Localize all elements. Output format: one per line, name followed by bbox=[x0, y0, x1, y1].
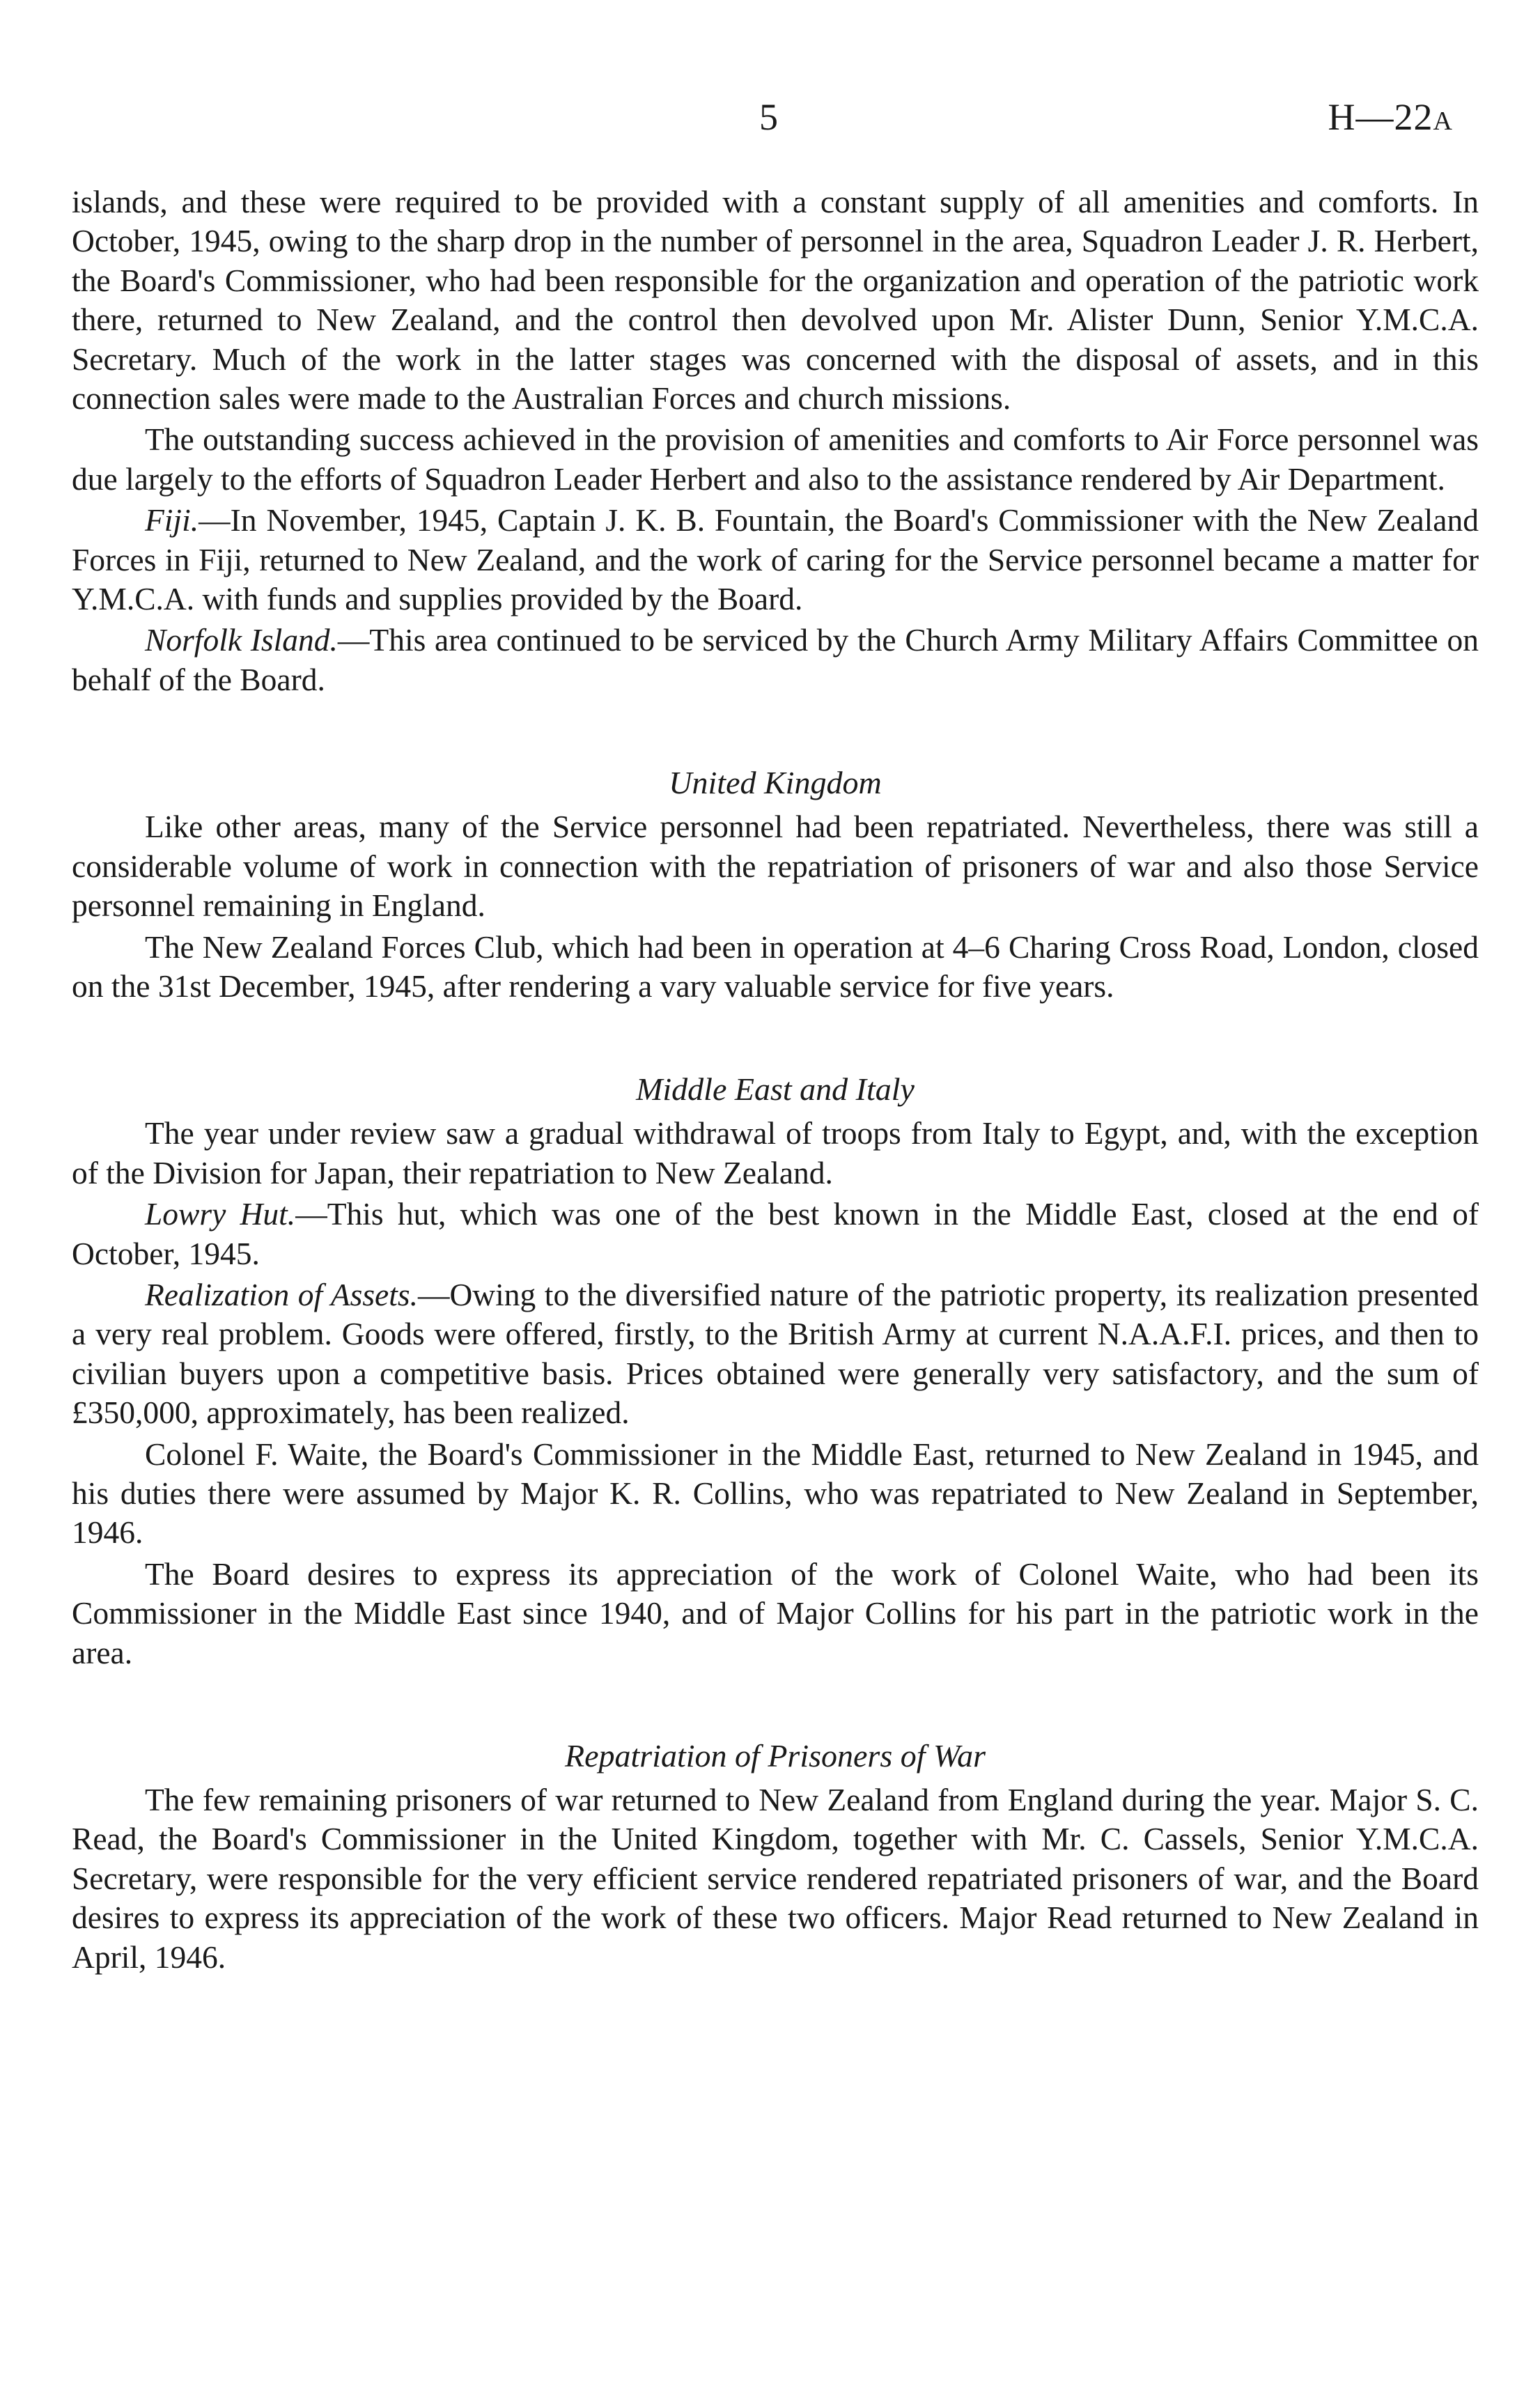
paragraph-air-force-success: The outstanding success achieved in the provision of amenities and comforts to Air Force personnel was due largely to the efforts of Squadron Leader Herbert and also to the assistance rendered by Air Department. bbox=[72, 421, 1479, 497]
paragraph-forces-club: The New Zealand Forces Club, which had been in operation at 4–6 Charing Cross Road, London, closed on the 31st December, 1945, after rendering a vary valuable service for five years. bbox=[72, 929, 1479, 1004]
paragraph-colonel-waite: Colonel F. Waite, the Board's Commissioner in the Middle East, returned to New Zealand in 1945, and his duties there were assumed by Major K. R. Collins, who was repatriated to New Zealand in September, 1946. bbox=[72, 1436, 1479, 1551]
heading-middle-east-italy: Middle East and Italy bbox=[636, 1071, 915, 1108]
document-reference bbox=[1328, 89, 1453, 149]
document-body bbox=[72, 183, 1479, 1979]
lowry-lead: Lowry Hut. bbox=[145, 1196, 296, 1232]
paragraph-lowry-hut bbox=[72, 1195, 1479, 1273]
paragraph-board-appreciation: The Board desires to express its appreciation of the work of Colonel Waite, who had been its Commissioner in the Middle East since 1940, and of Major Collins for his part in the patriotic work in the area. bbox=[72, 1555, 1479, 1670]
document-reference-main: H—22 bbox=[1328, 96, 1433, 138]
norfolk-lead: Norfolk Island. bbox=[145, 622, 338, 658]
lowry-text: —This hut, which was one of the best known in the Middle East, closed at the end of October, 1945. bbox=[72, 1196, 1479, 1271]
heading-repatriation-prisoners: Repatriation of Prisoners of War bbox=[565, 1738, 986, 1774]
paragraph-prisoners-of-war: The few remaining prisoners of war returned to New Zealand from England during the year. Major S. C. Read, the Board's Commissioner in the United Kingdom, together with Mr. C. Cassels, Senior Y.M.C.A. Secretary, were responsible for the very efficient service rendered repatriated prisoners of war, and the Board desires to express its appreciation of the work of these two officers. Major Read returned to New Zealand in April, 1946. bbox=[72, 1782, 1479, 1975]
paragraph-norfolk-island bbox=[72, 621, 1479, 699]
realization-text: —Owing to the diversified nature of the patriotic property, its realization presented a very real problem. Goods were offered, firstly, to the British Army at current N.A.A.F.I. prices, and then to civilian buyers upon a competitive basis. Prices obtained were generally very satisfactory, and the sum of £350,000, approximately, has been realized. bbox=[72, 1276, 1479, 1431]
fiji-text: —In November, 1945, Captain J. K. B. Fountain, the Board's Commissioner with the New Zealand Forces in Fiji, returned to New Zealand, and the work of caring for the Service personnel became a matter for Y.M.C.A. with funds and supplies provided by the Board. bbox=[72, 502, 1479, 617]
paragraph-realization-of-assets bbox=[72, 1275, 1479, 1433]
realization-lead: Realization of Assets. bbox=[145, 1276, 418, 1312]
paragraph-islands: islands, and these were required to be provided with a constant supply of all amenities and comforts. In October, 1945, owing to the sharp drop in the number of personnel in the area, Squadron Leader J. R. Herbert, the Board's Commissioner, who had been responsible for the organization and operation of the patriotic work there, returned to New Zealand, and the control then devolved upon Mr. Alister Dunn, Senior Y.M.C.A. Secretary. Much of the work in the latter stages was concerned with the disposal of assets, and in this connection sales were made to the Australian Forces and church missions. bbox=[72, 184, 1479, 417]
document-reference-suffix: A bbox=[1433, 107, 1453, 136]
page-number: 5 bbox=[759, 96, 778, 138]
heading-united-kingdom: United Kingdom bbox=[669, 765, 882, 801]
paragraph-withdrawal: The year under review saw a gradual withdrawal of troops from Italy to Egypt, and, with the exception of the Division for Japan, their repatriation to New Zealand. bbox=[72, 1115, 1479, 1190]
paragraph-fiji bbox=[72, 501, 1479, 619]
fiji-lead: Fiji. bbox=[145, 502, 199, 538]
norfolk-text: —This area continued to be serviced by the Church Army Military Affairs Committee on behalf of the Board. bbox=[72, 622, 1479, 697]
page-header bbox=[0, 89, 1540, 145]
paragraph-uk-repatriation: Like other areas, many of the Service personnel had been repatriated. Nevertheless, there was still a considerable volume of work in connection with the repatriation of prisoners of war and also those Service personnel remaining in England. bbox=[72, 809, 1479, 924]
